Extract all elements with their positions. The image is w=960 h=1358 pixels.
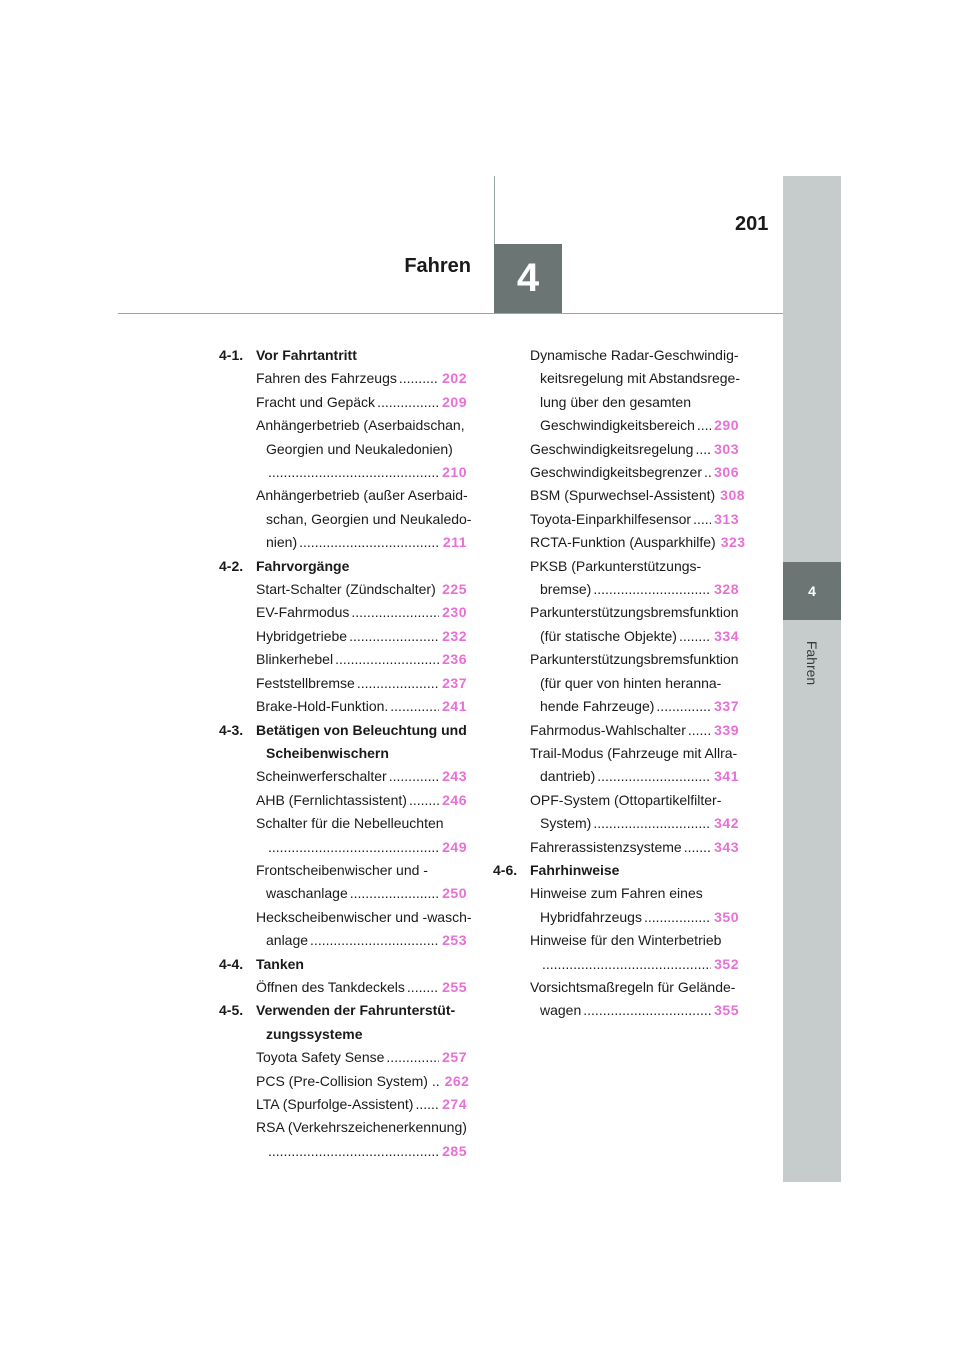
- section-number: 4-6.: [493, 861, 518, 878]
- toc-entry-text: Fahrmodus-Wahlschalter: [530, 721, 686, 738]
- toc-entry-text: Parkunterstützungsbremsfunktion: [530, 604, 739, 621]
- section-number: 4-4.: [219, 955, 244, 972]
- toc-entry-text: EV-Fahrmodus: [256, 604, 350, 621]
- leader-dots: [593, 578, 711, 601]
- section-number: 4-2.: [219, 557, 244, 574]
- toc-entry-text: System): [540, 815, 592, 832]
- toc-entry-text: PCS (Pre-Collision System) ..: [256, 1072, 440, 1089]
- leader-dots: [438, 578, 439, 601]
- leader-dots: [399, 367, 439, 390]
- toc-page-link[interactable]: 232: [442, 627, 467, 644]
- toc-entry[interactable]: [493, 344, 739, 438]
- toc-page-link[interactable]: 337: [714, 698, 739, 715]
- leader-dots: [415, 1093, 439, 1116]
- toc-page-link[interactable]: 249: [442, 838, 467, 855]
- leader-dots: [693, 508, 711, 531]
- sidebar-chapter-label: Fahren: [804, 640, 820, 686]
- section-title: Fahrvorgänge: [256, 557, 350, 574]
- toc-entry-text: anlage: [266, 932, 309, 949]
- toc-page-link[interactable]: 262: [444, 1072, 470, 1089]
- toc-entry-text: nien): [266, 534, 298, 551]
- toc-entry[interactable]: [493, 555, 739, 602]
- toc-page-link[interactable]: 209: [442, 393, 467, 410]
- toc-entry[interactable]: [219, 1046, 467, 1069]
- toc-entry[interactable]: [219, 976, 467, 999]
- leader-dots: [390, 695, 439, 718]
- toc-entry-text: Fracht und Gepäck: [256, 393, 376, 410]
- chapter-title: Fahren: [404, 255, 471, 277]
- section-title: Betätigen von Beleuchtung und: [256, 721, 467, 738]
- toc-section-heading: [219, 344, 467, 367]
- toc-entry-text: lung über den gesamten: [540, 393, 691, 410]
- leader-dots: [688, 719, 711, 742]
- toc-entry[interactable]: [219, 625, 467, 648]
- section-title: Fahrhinweise: [530, 861, 620, 878]
- header-horizontal-rule: [118, 313, 783, 314]
- toc-entry-text: BSM (Spurwechsel-Assistent): [530, 487, 716, 504]
- toc-entry[interactable]: [219, 789, 467, 812]
- toc-entry-text: Hybridgetriebe: [256, 627, 348, 644]
- leader-dots: [644, 906, 711, 929]
- toc-entry[interactable]: [493, 461, 739, 484]
- toc-entry-text: Fahren des Fahrzeugs: [256, 370, 397, 387]
- toc-section-heading: [219, 555, 467, 578]
- page-number: 201: [735, 213, 769, 235]
- leader-dots: [583, 999, 711, 1022]
- toc-entry[interactable]: [219, 765, 467, 788]
- toc-page-link[interactable]: 236: [442, 651, 467, 668]
- toc-page-link[interactable]: 257: [442, 1049, 467, 1066]
- toc-entry-text: Toyota-Einparkhilfesensor: [530, 510, 692, 527]
- toc-column-right: [493, 344, 746, 1023]
- toc-entry[interactable]: [493, 789, 739, 836]
- leader-dots: [593, 812, 711, 835]
- toc-entry-text: OPF-System (Ottopartikelfilter-: [530, 791, 722, 808]
- toc-entry-text: Hybridfahrzeugs: [540, 908, 642, 925]
- toc-entry-text: RCTA-Funktion (Ausparkhilfe): [530, 534, 716, 551]
- toc-entry[interactable]: [493, 508, 739, 531]
- toc-entry[interactable]: [493, 719, 739, 742]
- section-title: Vor Fahrtantritt: [256, 347, 357, 363]
- toc-page-link[interactable]: 210: [442, 464, 467, 481]
- toc-entry-text: RSA (Verkehrszeichenerkennung): [256, 1119, 467, 1136]
- toc-entry-text: Georgien und Neukaledonien): [266, 440, 453, 457]
- section-number: 4-1.: [219, 347, 244, 363]
- toc-entry-text: waschanlage: [266, 885, 348, 902]
- chapter-number-box: 4: [494, 244, 562, 313]
- toc-entry-text: Toyota Safety Sense: [256, 1049, 385, 1066]
- leader-dots: [409, 789, 439, 812]
- toc-entry[interactable]: [219, 1070, 470, 1093]
- toc-entry-text: (für statische Objekte): [540, 627, 677, 644]
- toc-entry-text: Fahrerassistenzsysteme: [530, 838, 682, 855]
- toc-page-link[interactable]: 342: [714, 815, 739, 832]
- toc-entry[interactable]: [219, 695, 467, 718]
- toc-page-link[interactable]: 339: [714, 721, 739, 738]
- leader-dots: [542, 953, 711, 976]
- toc-page-link[interactable]: 225: [442, 581, 467, 598]
- toc-entry-text: Hinweise für den Winterbetrieb: [530, 932, 722, 949]
- toc-page-link[interactable]: 243: [442, 768, 467, 785]
- leader-dots: [704, 461, 711, 484]
- toc-entry-text: Parkunterstützungsbremsfunktion: [530, 651, 739, 668]
- leader-dots: [407, 976, 439, 999]
- toc-page-link[interactable]: 290: [714, 417, 739, 434]
- toc-entry-text: AHB (Fernlichtassistent): [256, 791, 407, 808]
- toc-entry[interactable]: [219, 812, 467, 859]
- toc-entry-text: Anhängerbetrieb (außer Aserbaid-: [256, 487, 468, 504]
- leader-dots: [389, 765, 439, 788]
- toc-page-link[interactable]: 237: [442, 674, 467, 691]
- toc-entry[interactable]: [493, 601, 739, 648]
- toc-section-heading: [493, 859, 739, 882]
- toc-section-heading: [219, 719, 467, 766]
- toc-entry-text: Öffnen des Tankdeckels: [256, 978, 405, 995]
- toc-entry-text: wagen: [540, 1002, 582, 1019]
- leader-dots: [335, 648, 439, 671]
- toc-entry-text: LTA (Spurfolge-Assistent): [256, 1096, 414, 1112]
- toc-entry[interactable]: [493, 648, 739, 718]
- toc-entry-text: Schalter für die Nebelleuchten: [256, 815, 444, 832]
- toc-entry[interactable]: [219, 367, 467, 390]
- toc-entry-text: dantrieb): [540, 768, 596, 785]
- leader-dots: [268, 836, 439, 859]
- toc-entry[interactable]: [493, 836, 739, 859]
- toc-entry[interactable]: [493, 976, 739, 1023]
- toc-entry[interactable]: [493, 882, 739, 929]
- toc-page-link[interactable]: 211: [442, 534, 467, 551]
- toc-page-link[interactable]: 202: [442, 370, 467, 387]
- toc-entry-text: schan, Georgien und Neukaledo-: [266, 510, 472, 527]
- toc-entry-text: Heckscheibenwischer und -wasch-: [256, 908, 472, 925]
- toc-entry-text: bremse): [540, 581, 592, 598]
- leader-dots: [597, 765, 711, 788]
- toc-entry-text: Brake-Hold-Funktion.: [256, 698, 389, 715]
- leader-dots: [268, 1140, 439, 1163]
- toc-entry[interactable]: [493, 742, 739, 789]
- leader-dots: [377, 391, 439, 414]
- toc-page-link[interactable]: 313: [714, 510, 739, 527]
- toc-page-link[interactable]: 230: [442, 604, 467, 621]
- toc-entry[interactable]: [493, 438, 739, 461]
- leader-dots: [350, 882, 439, 905]
- toc-entry-text: Feststellbremse: [256, 674, 355, 691]
- toc-entry-text: Geschwindigkeitsregelung: [530, 440, 694, 457]
- leader-dots: [268, 461, 439, 484]
- toc-entry[interactable]: [493, 484, 746, 507]
- toc-page-link[interactable]: 253: [442, 932, 467, 949]
- toc-entry-text: PKSB (Parkunterstützungs-: [530, 557, 702, 574]
- toc-entry[interactable]: [219, 648, 467, 671]
- leader-dots: [684, 836, 711, 859]
- toc-page-link[interactable]: 308: [720, 487, 746, 504]
- toc-entry-text: Blinkerhebel: [256, 651, 334, 668]
- toc-page-link[interactable]: 303: [714, 440, 739, 457]
- toc-entry-text: hende Fahrzeuge): [540, 698, 655, 715]
- toc-entry[interactable]: [219, 1116, 467, 1163]
- toc-entry-text: Anhängerbetrieb (Aserbaidschan,: [256, 417, 465, 434]
- section-number: 4-3.: [219, 721, 244, 738]
- toc-page-link[interactable]: 274: [442, 1096, 467, 1112]
- toc-page-link[interactable]: 343: [714, 838, 739, 855]
- toc-entry-text: Frontscheibenwischer und -: [256, 861, 428, 878]
- toc-entry-text: Geschwindigkeitsbegrenzer: [530, 464, 702, 481]
- toc-entry-text: Vorsichtsmaßregeln für Gelände-: [530, 978, 736, 995]
- section-title: Verwenden der Fahrunterstüt-: [256, 1002, 456, 1019]
- toc-page-link[interactable]: 250: [442, 885, 467, 902]
- section-title: zungssysteme: [266, 1025, 363, 1042]
- toc-entry[interactable]: [219, 391, 467, 414]
- toc-entry[interactable]: [219, 859, 467, 906]
- toc-entry-text: keitsregelung mit Abstandsrege-: [540, 370, 740, 387]
- toc-entry-text: Scheinwerferschalter: [256, 768, 387, 785]
- leader-dots: [656, 695, 711, 718]
- toc-column-left: [219, 344, 472, 1163]
- toc-entry[interactable]: [219, 601, 467, 624]
- toc-entry[interactable]: [219, 672, 467, 695]
- toc-page-link[interactable]: 334: [714, 627, 739, 644]
- leader-dots: [695, 438, 711, 461]
- toc-entry[interactable]: [219, 578, 467, 601]
- toc-entry[interactable]: [219, 484, 472, 554]
- toc-page-link[interactable]: 255: [442, 978, 467, 995]
- section-title: Scheibenwischern: [266, 744, 389, 761]
- toc-entry-text: Hinweise zum Fahren eines: [530, 885, 703, 902]
- toc-page-link[interactable]: 352: [714, 955, 739, 972]
- toc-entry-text: Trail-Modus (Fahrzeuge mit Allra-: [530, 744, 738, 761]
- toc-entry[interactable]: [219, 1093, 467, 1116]
- toc-entry-text: Geschwindigkeitsbereich: [540, 417, 695, 434]
- toc-page-link[interactable]: 350: [714, 908, 739, 925]
- toc-section-heading: [219, 953, 467, 976]
- toc-page-link[interactable]: 341: [714, 768, 739, 785]
- toc-page-link[interactable]: 285: [442, 1142, 467, 1159]
- toc-page-link[interactable]: 323: [720, 534, 746, 551]
- toc-entry[interactable]: [493, 531, 746, 554]
- leader-dots: [679, 625, 711, 648]
- chapter-tab[interactable]: 4: [783, 562, 841, 620]
- leader-dots: [351, 601, 439, 624]
- toc-page-link[interactable]: 306: [714, 464, 739, 481]
- toc-page-link[interactable]: 328: [714, 581, 739, 598]
- section-title: Tanken: [256, 955, 304, 972]
- toc-section-heading: [219, 999, 467, 1046]
- toc-entry-text: (für quer von hinten heranna-: [540, 674, 722, 691]
- section-number: 4-5.: [219, 1002, 244, 1019]
- leader-dots: [697, 414, 711, 437]
- leader-dots: [386, 1046, 439, 1069]
- leader-dots: [349, 625, 439, 648]
- toc-entry-text: Dynamische Radar-Geschwindig-: [530, 347, 739, 363]
- toc-entry[interactable]: [219, 414, 467, 484]
- toc-entry-text: Start-Schalter (Zündschalter): [256, 581, 436, 598]
- toc-page-link[interactable]: 246: [442, 791, 467, 808]
- toc-page-link[interactable]: 241: [442, 698, 467, 715]
- toc-page-link[interactable]: 355: [714, 1002, 739, 1019]
- leader-dots: [299, 531, 440, 554]
- leader-dots: [310, 929, 439, 952]
- leader-dots: [357, 672, 439, 695]
- toc-entry[interactable]: [219, 906, 472, 953]
- toc-entry[interactable]: [493, 929, 739, 976]
